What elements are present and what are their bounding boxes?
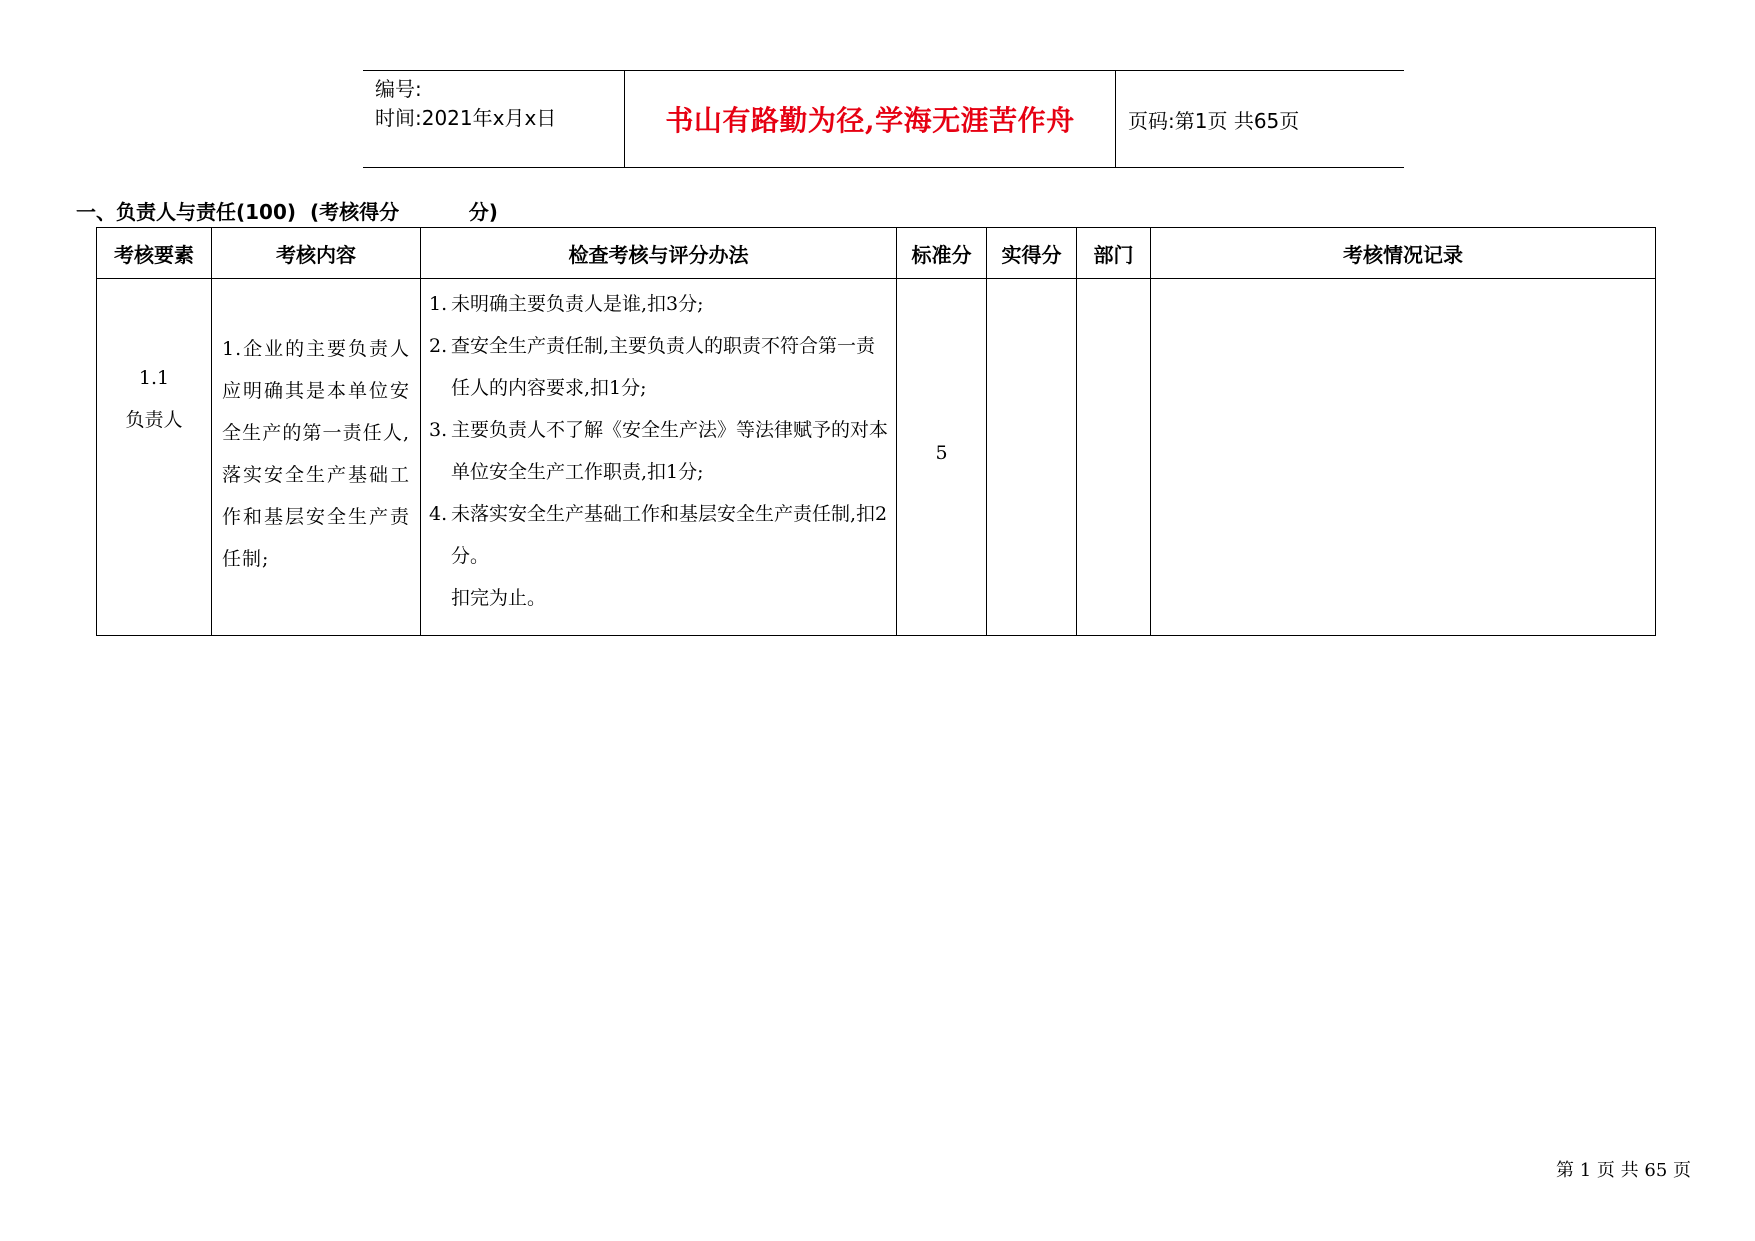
section-title: 一、负责人与责任(100) (考核得分 分)	[76, 200, 498, 224]
header-motto: 书山有路勤为径,学海无涯苦作舟	[625, 71, 1116, 167]
document-header	[363, 70, 1404, 168]
method-item-text: 未落实安全生产基础工作和基层安全生产责任制,扣2分。	[451, 503, 888, 567]
col-header-record: 考核情况记录	[1151, 228, 1656, 279]
element-name: 负责人	[125, 409, 183, 431]
method-tail: 扣完为止。	[451, 587, 547, 609]
method-item-text: 查安全生产责任制,主要负责人的职责不符合第一责任人的内容要求,扣1分;	[451, 335, 876, 399]
header-page-label: 页码:第1页 共65页	[1128, 108, 1300, 133]
record-cell[interactable]	[1151, 279, 1656, 636]
standard-score-cell	[897, 279, 987, 636]
actual-score-cell[interactable]	[987, 279, 1077, 636]
number-label: 编号:	[375, 77, 422, 101]
page-footer: 第 1 页 共 65 页	[1556, 1160, 1691, 1181]
method-item	[429, 325, 888, 409]
element-cell	[97, 279, 212, 636]
content-cell: 1.企业的主要负责人应明确其是本单位安全生产的第一责任人,落实安全生产基础工作和基层安全生产责任制;	[212, 279, 421, 636]
method-item-text: 未明确主要负责人是谁,扣3分;	[451, 293, 704, 315]
method-item-number: 2.	[429, 335, 448, 357]
method-cell	[421, 279, 897, 636]
col-header-department: 部门	[1077, 228, 1151, 279]
method-item-number: 1.	[429, 293, 448, 315]
method-item	[429, 283, 888, 325]
col-header-standard-score: 标准分	[897, 228, 987, 279]
col-header-actual-score: 实得分	[987, 228, 1077, 279]
element-code: 1.1	[138, 367, 170, 389]
header-meta	[363, 71, 625, 167]
method-item-text: 主要负责人不了解《安全生产法》等法律赋予的对本单位安全生产工作职责,扣1分;	[451, 419, 889, 483]
time-label: 时间:2021年x月x日	[375, 106, 557, 130]
method-item	[429, 409, 888, 493]
method-item-number: 4.	[429, 503, 448, 525]
col-header-content: 考核内容	[212, 228, 421, 279]
standard-score: 5	[935, 442, 948, 464]
department-cell[interactable]	[1077, 279, 1151, 636]
method-item-number: 3.	[429, 419, 448, 441]
col-header-method: 检查考核与评分办法	[421, 228, 897, 279]
method-item	[429, 493, 888, 577]
col-header-element: 考核要素	[97, 228, 212, 279]
assessment-table	[96, 227, 1656, 636]
table-row	[97, 279, 1656, 636]
table-header-row	[97, 228, 1656, 279]
